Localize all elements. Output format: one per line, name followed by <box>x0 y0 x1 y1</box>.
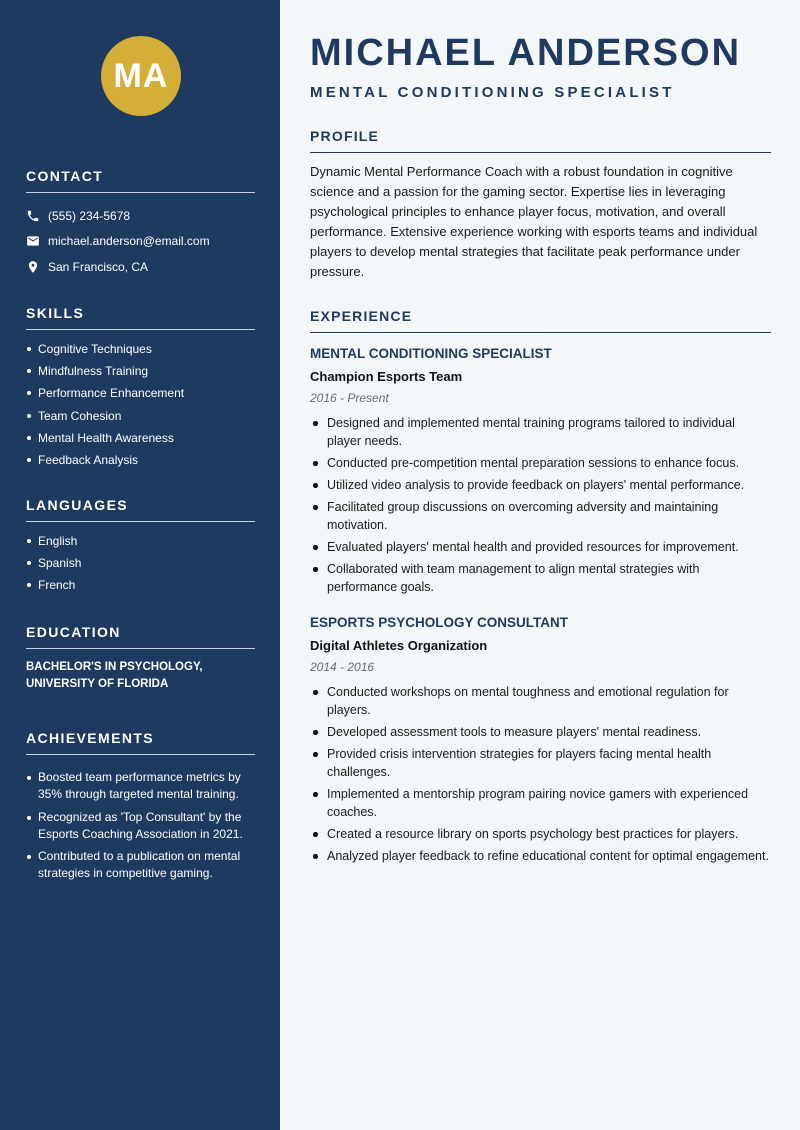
job-bullet: Utilized video analysis to provide feedback on players' mental performance. <box>310 476 771 494</box>
skill-item: Feedback Analysis <box>26 449 255 471</box>
job-bullet: Implemented a mentorship program pairing novice gamers with experienced coaches. <box>310 785 771 821</box>
job-bullet: Developed assessment tools to measure players' mental readiness. <box>310 723 771 741</box>
job-bullets <box>310 414 771 596</box>
experience-section <box>310 308 771 333</box>
education-degree: BACHELOR'S IN PSYCHOLOGY, UNIVERSITY OF FLORIDA <box>26 661 203 690</box>
candidate-name: MICHAEL ANDERSON <box>310 32 742 74</box>
experience-heading: EXPERIENCE <box>310 308 771 333</box>
languages-section <box>26 497 255 597</box>
job-bullet: Facilitated group discussions on overcoming adversity and maintaining motivation. <box>310 498 771 534</box>
contact-phone <box>26 203 255 229</box>
phone-icon <box>26 209 40 223</box>
job-entry <box>310 346 771 600</box>
avatar-initials: MA <box>101 36 181 116</box>
skill-item: Mindfulness Training <box>26 360 255 382</box>
job-bullet: Evaluated players' mental health and provided resources for improvement. <box>310 538 771 556</box>
achievements-list <box>26 769 255 882</box>
languages-heading: LANGUAGES <box>26 497 255 522</box>
language-item: French <box>26 574 255 596</box>
education-section <box>26 624 255 693</box>
achievements-section <box>26 730 255 888</box>
job-dates: 2014 - 2016 <box>310 660 375 674</box>
job-bullet: Created a resource library on sports psychology best practices for players. <box>310 825 771 843</box>
language-item: English <box>26 530 255 552</box>
location-text: San Francisco, CA <box>48 259 149 274</box>
job-bullet: Conducted workshops on mental toughness and emotional regulation for players. <box>310 683 771 719</box>
achievements-heading: ACHIEVEMENTS <box>26 730 255 755</box>
achievement-item: Boosted team performance metrics by 35% through targeted mental training. <box>26 769 255 803</box>
skill-item: Cognitive Techniques <box>26 338 255 360</box>
job-bullet: Provided crisis intervention strategies for players facing mental health challenges. <box>310 745 771 781</box>
job-title: ESPORTS PSYCHOLOGY CONSULTANT <box>310 615 569 630</box>
job-bullets <box>310 683 771 865</box>
email-icon <box>26 234 40 248</box>
skill-item: Team Cohesion <box>26 405 255 427</box>
languages-list <box>26 530 255 597</box>
profile-section <box>310 128 771 282</box>
job-title: MENTAL CONDITIONING SPECIALIST <box>310 346 552 361</box>
achievement-item: Contributed to a publication on mental strategies in competitive gaming. <box>26 848 255 882</box>
job-company: Champion Esports Team <box>310 369 463 384</box>
education-heading: EDUCATION <box>26 624 255 649</box>
skills-list <box>26 338 255 471</box>
achievement-item: Recognized as 'Top Consultant' by the Esports Coaching Association in 2021. <box>26 809 255 843</box>
profile-text: Dynamic Mental Performance Coach with a robust foundation in cognitive science and a passion for the gaming sector. Expertise lies in leveraging psychological principles to enhance player focus, motivation, and overall performance. Extensive experience working with esports teams and individual players to develop mental strategies that facilitate peak performance under pressure. <box>310 164 758 279</box>
skill-item: Mental Health Awareness <box>26 427 255 449</box>
contact-section <box>26 168 255 280</box>
location-pin-icon <box>26 260 40 274</box>
job-bullet: Analyzed player feedback to refine educational content for optimal engagement. <box>310 847 771 865</box>
job-entry <box>310 615 771 869</box>
contact-location <box>26 254 255 280</box>
job-bullet: Collaborated with team management to align mental strategies with performance goals. <box>310 560 771 596</box>
job-dates: 2016 - Present <box>310 391 389 405</box>
skills-section <box>26 305 255 471</box>
job-company: Digital Athletes Organization <box>310 638 488 653</box>
skills-heading: SKILLS <box>26 305 255 330</box>
phone-text: (555) 234-5678 <box>48 208 131 223</box>
skill-item: Performance Enhancement <box>26 382 255 404</box>
contact-heading: CONTACT <box>26 168 255 193</box>
contact-email <box>26 229 255 255</box>
profile-heading: PROFILE <box>310 128 771 153</box>
email-text: michael.anderson@email.com <box>48 234 210 249</box>
contact-list <box>26 203 255 280</box>
candidate-title: MENTAL CONDITIONING SPECIALIST <box>310 84 675 101</box>
job-bullet: Designed and implemented mental training programs tailored to individual player needs. <box>310 414 771 450</box>
sidebar <box>0 0 280 1130</box>
language-item: Spanish <box>26 552 255 574</box>
job-bullet: Conducted pre-competition mental preparation sessions to enhance focus. <box>310 454 771 472</box>
